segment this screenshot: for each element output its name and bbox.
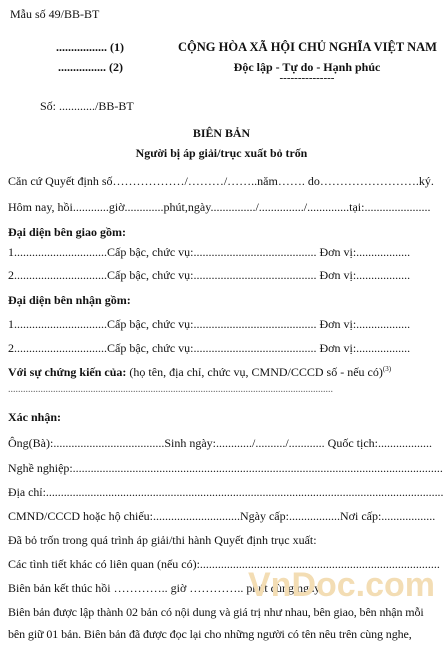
witness-dots: .................................................................................................................................. — [8, 384, 333, 395]
address-row: Địa chỉ:...................................................................................................................................... — [8, 485, 444, 499]
motto-rule: --------------- — [279, 72, 335, 84]
document-subtitle: Người bị áp giải/trục xuất bỏ trốn — [135, 146, 308, 160]
agency-line-1: ................. (1) — [56, 40, 124, 54]
national-title: CỘNG HÒA XÃ HỘI CHỦ NGHĨA VIỆT NAM — [178, 40, 437, 54]
basis-line: Căn cứ Quyết định số………………/………/……..năm……. do…………………….ký. — [8, 174, 434, 188]
document-title: BIÊN BẢN — [192, 126, 251, 140]
other-details-row: Các tình tiết khác có liên quan (nếu có):................................................................................ — [8, 557, 440, 571]
watermark-logo: VnDoc.com — [248, 566, 436, 604]
person-name-row: Ông(Bà):.....................................Sinh ngày:............/........../............ Quốc tịch:.................. — [8, 436, 432, 450]
form-number: Mẫu số 49/BB-BT — [10, 7, 100, 21]
final-paragraph-line-1: Biên bản được lập thành 02 bản có nội dung và giá trị như nhau, bên giao, bên nhận mỗi — [8, 605, 424, 619]
agency-line-2: ................ (2) — [58, 60, 123, 74]
witness-line — [8, 365, 391, 380]
receive-row-1: 1...............................Cấp bậc, chức vụ:......................................... Đơn vị:.................. — [8, 317, 411, 331]
id-document-row: CMND/CCCD hoặc hộ chiếu:.............................Ngày cấp:.................Nơi cấp:.................. — [8, 509, 436, 523]
delivery-row-2: 2...............................Cấp bậc, chức vụ:......................................... Đơn vị:.................. — [8, 268, 411, 282]
motto: Độc lập - Tự do - Hạnh phúc — [233, 60, 381, 74]
document-number: Số: ............/BB-BT — [40, 99, 134, 113]
delivery-row-1: 1...............................Cấp bậc, chức vụ:......................................... Đơn vị:.................. — [8, 245, 411, 259]
escape-row: Đã bỏ trốn trong quá trình áp giải/thi hành Quyết định trục xuất: — [8, 533, 317, 547]
date-place-line: Hôm nay, hồi............giờ.............phút,ngày.............../.............../..............tại:...................... — [8, 200, 431, 214]
final-paragraph-line-2: bên giữ 01 bản. Biên bản đã được đọc lại cho những người có tên nêu trên cùng nghe, — [8, 627, 412, 641]
witness-text: (họ tên, địa chỉ, chức vụ, CMND/CCCD số - nếu có) — [126, 365, 383, 379]
receive-row-2: 2...............................Cấp bậc, chức vụ:......................................... Đơn vị:.................. — [8, 341, 411, 355]
end-time-row: Biên bản kết thúc hồi ………….. giờ ………….. phút cùng ngày. — [8, 581, 323, 595]
occupation-row: Nghề nghiệp:............................................................................................................................ — [8, 461, 443, 475]
witness-footnote-ref: (3) — [382, 365, 392, 373]
confirm-header: Xác nhận: — [8, 410, 62, 424]
delivery-header: Đại diện bên giao gồm: — [8, 225, 127, 239]
receive-header: Đại diện bên nhận gồm: — [8, 293, 131, 307]
witness-label: Với sự chứng kiến của: — [8, 365, 127, 379]
